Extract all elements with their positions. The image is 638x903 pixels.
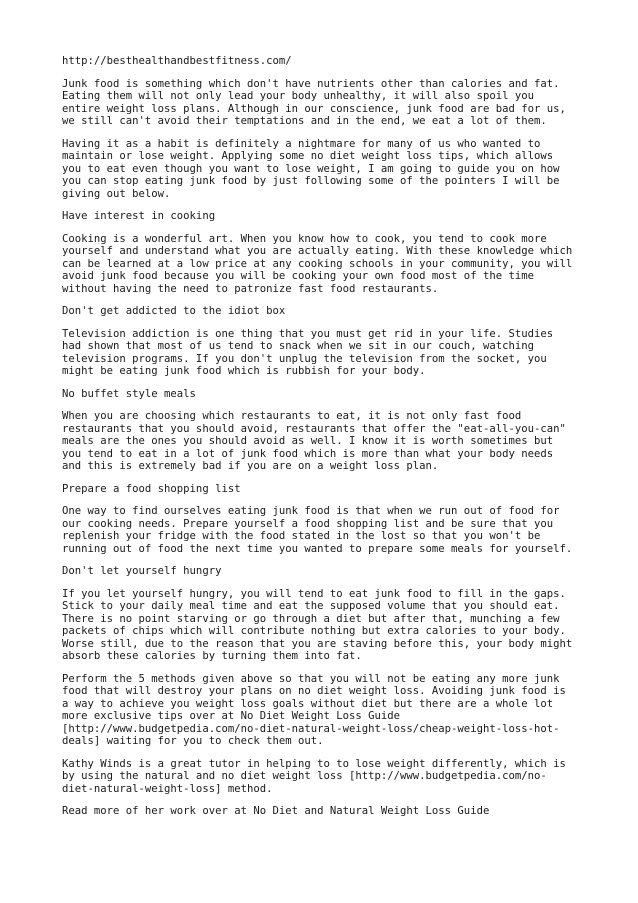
document-body [62, 78, 582, 818]
document-page [62, 55, 582, 828]
source-url: http://besthealthandbestfitness.com/ [62, 55, 292, 67]
paragraph: When you are choosing which restaurants to eat, it is not only fast food restaurants that you should avoid, restaurants that offer the "eat-all-you-can" meals are the ones you should avoid as well. I know it is worth sometimes but you tend to eat in a lot of junk food which is more than what your body needs and this is extremely bad if you are on a weight loss plan. [62, 410, 566, 472]
paragraph: Junk food is something which don't have nutrients other than calories and fat. Eating them will not only lead your body unhealthy, it will also spoil you entire weight loss plans. Although in our conscience, junk food are bad for us, we still can't avoid their temptations and in the end, we eat a lot of them. [62, 77, 566, 127]
section-heading: Don't get addicted to the idiot box [62, 305, 286, 317]
paragraph: Cooking is a wonderful art. When you know how to cook, you tend to cook more yourself and understand what you are actually eating. With these knowledge which can be learned at a low price at any cooking schools in your community, you will avoid junk food because you will be cooking your own food most of the time without having the need to patronize fast food restaurants. [62, 232, 573, 295]
paragraph: If you let yourself hungry, you will tend to eat junk food to fill in the gaps. Stick to your daily meal time and eat the supposed volume that you should eat. There is no point starving or go through a diet but after that, munching a few packets of chips which will contribute nothing but extra calories to your body. Worse still, due to the reason that you are staving before this, your body might absorb these calories by turning them into fat. [62, 587, 573, 662]
paragraph: Read more of her work over at No Diet and Natural Weight Loss Guide [62, 805, 490, 817]
paragraph: Kathy Winds is a great tutor in helping to to lose weight differently, which is by using the natural and no diet weight loss [http://www.budgetpedia.com/no- diet-natural-weight-loss] method. [62, 757, 566, 795]
section-heading: Have interest in cooking [62, 210, 216, 222]
section-heading: No buffet style meals [62, 387, 196, 400]
paragraph: Having it as a habit is definitely a nightmare for many of us who wanted to maintain or lose weight. Applying some no diet weight loss tips, which allows you to eat even though you want to lose weight, I am going to guide you on how you can stop eating junk food by just following some of the pointers I will be giving out below. [62, 137, 560, 200]
paragraph: One way to find ourselves eating junk food is that when we run out of food for our cooking needs. Prepare yourself a food shopping list and be sure that you replenish your fridge with the food stated in the lost so that you won't be running out of food the next time you wanted to prepare some meals for yourself. [62, 505, 573, 555]
paragraph: Perform the 5 methods given above so that you will not be eating any more junk food that will destroy your plans on no diet weight loss. Avoiding junk food is a way to achieve you weight loss goals without diet but there are a whole lot more exclusive tips over at No Diet Weight Loss Guide [http://www.budgetpedia.com/no-diet-natural-weight-loss/cheap-weight-loss-hot- deals] waiting for you to check them out. [62, 672, 566, 747]
paragraph: Television addiction is one thing that you must get rid in your life. Studies had shown that most of us tend to snack when we sit in our couch, watching television programs. If you don't unplug the television from the socket, you might be eating junk food which is rubbish for your body. [62, 327, 554, 377]
section-heading: Prepare a food shopping list [62, 482, 241, 495]
section-heading: Don't let yourself hungry [62, 565, 222, 577]
